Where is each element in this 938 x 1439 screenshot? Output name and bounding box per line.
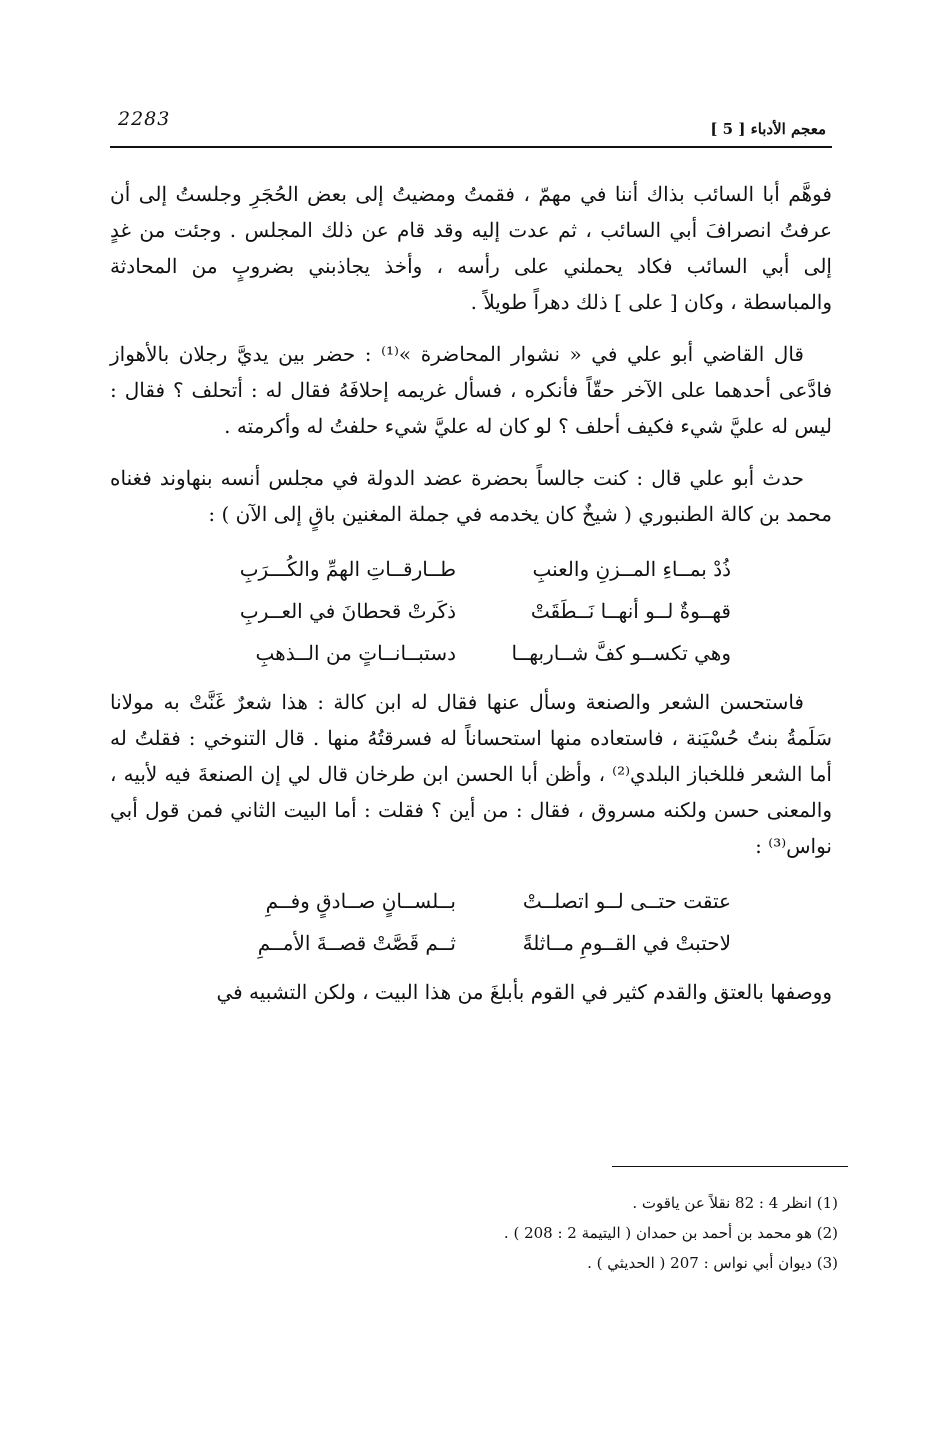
second-hemistich: ثــم قَصَّتْ قصــةَ الأمــمِ	[257, 931, 456, 955]
first-hemistich: ذُدْ بمــاءِ المــزنِ والعنبِ	[532, 557, 731, 581]
footnote-1: (1) انظر 4 : 82 نقلاً عن ياقوت .	[632, 1194, 838, 1212]
paragraph-3: حدث أبو علي قال : كنت جالساً بحضرة عضد الدولة في مجلس أنسه بنهاوند فغناه محمد بن كالة الطنبوري ( شيخٌ كان يخدمه في جملة المغنين باقٍ إلى الآن ) :	[110, 466, 832, 526]
paragraph-1: فوهَّم أبا السائب بذاك أننا في مهمّ ، فقمتُ ومضيتُ إلى بعض الحُجَرِ وجلستُ إلى أن عرفتُ انصرافَ أبي السائب ، ثم عدت إليه وقد قام عن ذلك المجلس . وجئت من غدٍ إلى أبي السائب فكاد يحملني على رأسه ، وأخذ يجاذبني بضروبٍ من المحادثة والمباسطة ، وكان [ على ] ذلك دهراً طويلاً .	[110, 182, 832, 314]
running-title: معجم الأدباء [ 5 ]	[710, 120, 826, 138]
paragraph-2: قال القاضي أبو علي في « نشوار المحاضرة »⁽¹⁾ : حضر بين يديَّ رجلان بالأهواز فادَّعى أحدهما على الآخر حقّاً فأنكره ، فسأل غريمه إحلافَهُ فقال له : أتحلف ؟ فقال : ليس له عليَّ شيء فكيف أحلف ؟ لو كان له عليَّ شيء حلفتُ له وأكرمته .	[110, 342, 832, 438]
header-rule	[110, 146, 832, 148]
main-text	[110, 176, 832, 1026]
second-hemistich: ذكَرتْ قحطانَ في العــربِ	[239, 599, 456, 623]
paragraph-5: ووصفها بالعتق والقدم كثير في القوم بأبلغَ من هذا البيت ، ولكن التشبيه في	[216, 980, 832, 1004]
verse	[211, 632, 731, 674]
poem-1	[211, 548, 731, 674]
first-hemistich: وهي تكســو كفَّ شــاربهــا	[511, 641, 731, 665]
first-hemistich: قهــوةٌ لــو أنهــا نَــطَقَتْ	[530, 599, 731, 623]
footnote-2: (2) هو محمد بن أحمد بن حمدان ( اليتيمة 2 : 208 ) .	[503, 1224, 838, 1242]
footnotes	[318, 1188, 838, 1278]
verse	[211, 548, 731, 590]
verse	[211, 590, 731, 632]
second-hemistich: طــارقــاتِ الهمِّ والكُـــرَبِ	[239, 557, 456, 581]
verse	[211, 880, 731, 922]
footnote-rule	[612, 1166, 848, 1167]
second-hemistich: بــلســانٍ صــادقٍ وفــمِ	[265, 889, 456, 913]
poem-2	[211, 880, 731, 964]
paragraph-4: فاستحسن الشعر والصنعة وسأل عنها فقال له ابن كالة : هذا شعرٌ غَنَّتْ به مولانا سَلَمةُ بنتُ حُسْيَنة ، فاستعاده منها استحساناً له فسرقتُهُ منها . قال التنوخي : فقلتُ له أما الشعر فللخباز البلدي⁽²⁾ ، وأظن أبا الحسن ابن طرخان قال لي إن الصنعةَ فيه لأبيه ، والمعنى حسن ولكنه مسروق ، فقال : من أين ؟ فقلت : أما البيت الثاني فمن قول أبي نواس⁽³⁾ :	[110, 690, 832, 858]
first-hemistich: عتقت حتــى لــو اتصلــتْ	[522, 889, 731, 913]
first-hemistich: لاحتبتْ في القــومِ مــاثلةً	[522, 931, 731, 955]
page-number: 2283	[118, 108, 171, 130]
footnote-3: (3) ديوان أبي نواس : 207 ( الحديثي ) .	[587, 1254, 838, 1272]
verse	[211, 922, 731, 964]
second-hemistich: دستبــانــاتٍ من الــذهبِ	[255, 641, 456, 665]
